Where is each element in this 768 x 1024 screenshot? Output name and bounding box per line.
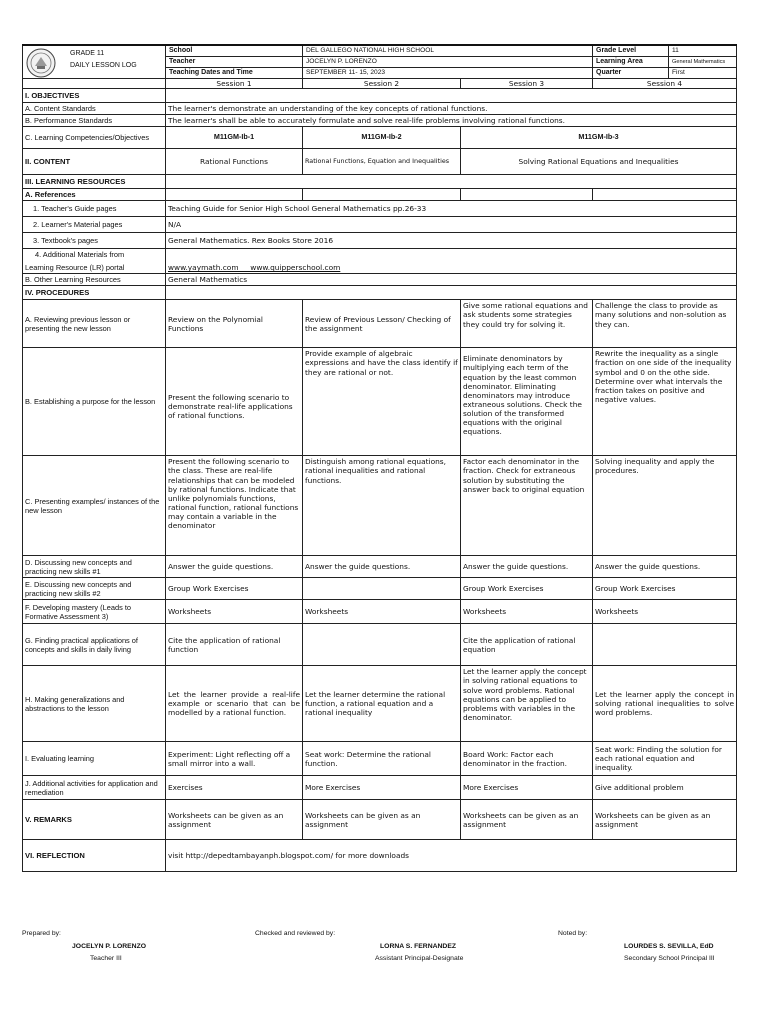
quarter-label: Quarter bbox=[593, 68, 669, 79]
prepared-by-label: Prepared by: bbox=[22, 930, 61, 937]
additional-materials-label bbox=[23, 249, 166, 274]
procedure-i-s2: Seat work: Determine the rational function. bbox=[303, 742, 461, 776]
content-standards-value: The learner's demonstrate an understanding of the key concepts of rational functions. bbox=[166, 103, 737, 115]
session-2-header: Session 2 bbox=[303, 79, 461, 89]
checked-by-label: Checked and reviewed by: bbox=[255, 930, 336, 937]
procedure-e-s3: Group Work Exercises bbox=[461, 578, 593, 600]
prepared-by-title: Teacher III bbox=[90, 955, 122, 962]
reflection-value: visit http://depedtambayanph.blogspot.com/ for more downloads bbox=[166, 840, 737, 872]
learners-material-label: 2. Learner's Material pages bbox=[23, 217, 166, 233]
resources-title: III. LEARNING RESOURCES bbox=[23, 175, 166, 189]
procedure-i-s4: Seat work: Finding the solution for each rational equation and inequality. bbox=[593, 742, 737, 776]
competency-code-3: M11GM-Ib-3 bbox=[461, 127, 737, 149]
procedure-j-s3: More Exercises bbox=[461, 776, 593, 800]
textbook-label: 3. Textbook's pages bbox=[23, 233, 166, 249]
procedure-i-s1: Experiment: Light reflecting off a small mirror into a wall. bbox=[166, 742, 303, 776]
additional-materials-label-line2: Learning Resource (LR) portal bbox=[25, 263, 125, 273]
procedure-i-label: I. Evaluating learning bbox=[23, 742, 166, 776]
procedure-j-s1: Exercises bbox=[166, 776, 303, 800]
remarks-label: V. REMARKS bbox=[23, 800, 166, 840]
remarks-s4: Worksheets can be given as an assignment bbox=[593, 800, 737, 840]
procedure-f-s3: Worksheets bbox=[461, 600, 593, 624]
session-4-header: Session 4 bbox=[593, 79, 737, 89]
session-1-header: Session 1 bbox=[166, 79, 303, 89]
school-label: School bbox=[166, 45, 303, 57]
procedure-i-s3: Board Work: Factor each denominator in the fraction. bbox=[461, 742, 593, 776]
procedure-b-s3: Eliminate denominators by multiplying each term of the equation by the least common denominator. Eliminating denominators may introduce extraneous solutions. Check the solution of the transformed equations with the original equations. bbox=[461, 348, 593, 456]
procedure-g-s2 bbox=[303, 624, 461, 666]
lesson-log-table bbox=[22, 44, 737, 872]
references-blank-1 bbox=[166, 189, 303, 201]
procedure-d-s2: Answer the guide questions. bbox=[303, 556, 461, 578]
learners-material-value: N/A bbox=[166, 217, 737, 233]
additional-materials-label-line1: 4. Additional Materials from bbox=[35, 250, 125, 260]
competency-code-1: M11GM-Ib-1 bbox=[166, 127, 303, 149]
textbook-value: General Mathematics. Rex Books Store 2016 bbox=[166, 233, 737, 249]
procedure-c-label: C. Presenting examples/ instances of the new lesson bbox=[23, 456, 166, 556]
grade-title: GRADE 11 bbox=[70, 50, 105, 57]
procedure-g-s1: Cite the application of rational function bbox=[166, 624, 303, 666]
procedure-d-s3: Answer the guide questions. bbox=[461, 556, 593, 578]
reflection-label: VI. REFLECTION bbox=[23, 840, 166, 872]
content-session-3-4: Solving Rational Equations and Inequalities bbox=[461, 149, 737, 175]
grade-level-value: 11 bbox=[669, 45, 737, 57]
teachers-guide-value: Teaching Guide for Senior High School General Mathematics pp.26-33 bbox=[166, 201, 737, 217]
learning-area-label: Learning Area bbox=[593, 57, 669, 68]
procedure-g-s3: Cite the application of rational equation bbox=[461, 624, 593, 666]
procedure-c-s1: Present the following scenario to the class. These are real-life relationships that can be modeled by rational functions. Indicate that unlike polynomials functions, rational function, rational functions may contain a variable in the denominator bbox=[166, 456, 303, 556]
procedure-h-s1: Let the learner provide a real-life example or scenario that can be modelled by a rational function. bbox=[166, 666, 303, 742]
performance-standards-value: The learner's shall be able to accurately formulate and solve real-life problems involving rational functions. bbox=[166, 115, 737, 127]
dates-value: SEPTEMBER 11- 15, 2023 bbox=[303, 68, 593, 79]
procedure-h-s4: Let the learner apply the concept in solving rational inequalities to solve word problems. bbox=[593, 666, 737, 742]
procedure-c-s3: Factor each denominator in the fraction. Check for extraneous solution by substituting the answer back to original equation bbox=[461, 456, 593, 556]
remarks-s2: Worksheets can be given as an assignment bbox=[303, 800, 461, 840]
procedure-d-s1: Answer the guide questions. bbox=[166, 556, 303, 578]
competency-code-2: M11GM-Ib-2 bbox=[303, 127, 461, 149]
teachers-guide-label: 1. Teacher's Guide pages bbox=[23, 201, 166, 217]
session-header-blank bbox=[23, 79, 166, 89]
additional-materials-value bbox=[166, 249, 737, 274]
procedure-a-s3: Give some rational equations and ask students some strategies they could try for solving it. bbox=[461, 300, 593, 348]
noted-by-label: Noted by: bbox=[558, 930, 588, 937]
procedure-f-s4: Worksheets bbox=[593, 600, 737, 624]
procedure-h-label: H. Making generalizations and abstractions to the lesson bbox=[23, 666, 166, 742]
procedure-d-s4: Answer the guide questions. bbox=[593, 556, 737, 578]
quarter-value: First bbox=[669, 68, 737, 79]
procedure-a-s4: Challenge the class to provide as many solutions and non-solution as they can. bbox=[593, 300, 737, 348]
daily-lesson-log-title: DAILY LESSON LOG bbox=[70, 61, 137, 69]
procedures-blank bbox=[166, 286, 737, 300]
procedure-e-label: E. Discussing new concepts and practicing new skills #2 bbox=[23, 578, 166, 600]
procedure-b-s2: Provide example of algebraic expressions and have the class identify if they are rational or not. bbox=[303, 348, 461, 456]
school-value: DEL GALLEGO NATIONAL HIGH SCHOOL bbox=[303, 45, 593, 57]
content-session-2: Rational Functions, Equation and Inequalities bbox=[303, 149, 461, 175]
procedure-c-s2: Distinguish among rational equations, rational inequalities and rational functions. bbox=[303, 456, 461, 556]
objectives-blank bbox=[166, 89, 737, 103]
content-label: II. CONTENT bbox=[23, 149, 166, 175]
procedure-g-s4 bbox=[593, 624, 737, 666]
procedure-b-s4: Rewrite the inequality as a single fraction on one side of the inequality symbol and 0 on the othe side. Determine over what intervals the fraction takes on positive and negative values. bbox=[593, 348, 737, 456]
noted-by-name: LOURDES S. SEVILLA, EdD bbox=[624, 943, 714, 950]
header-logo-cell bbox=[23, 45, 166, 79]
content-standards-label: A. Content Standards bbox=[23, 103, 166, 115]
references-blank-3 bbox=[461, 189, 593, 201]
daily-lesson-log bbox=[22, 44, 736, 872]
procedure-h-s3: Let the learner apply the concept in solving rational equations to solve word problems. Rational equations can be applied to problems with variables in the denominator. bbox=[461, 666, 593, 742]
procedure-h-s2: Let the learner determine the rational function, a rational equation and a rational inequality bbox=[303, 666, 461, 742]
procedure-g-label: G. Finding practical applications of concepts and skills in daily living bbox=[23, 624, 166, 666]
procedure-c-s4: Solving inequality and apply the procedures. bbox=[593, 456, 737, 556]
references-blank-4 bbox=[593, 189, 737, 201]
remarks-s3: Worksheets can be given as an assignment bbox=[461, 800, 593, 840]
content-session-1: Rational Functions bbox=[166, 149, 303, 175]
noted-by-title: Secondary School Principal III bbox=[624, 955, 715, 962]
procedure-e-s2 bbox=[303, 578, 461, 600]
teacher-label: Teacher bbox=[166, 57, 303, 68]
learning-area-value: General Mathematics bbox=[669, 57, 737, 68]
procedure-b-s1: Present the following scenario to demonstrate real-life applications of rational functions. bbox=[166, 348, 303, 456]
grade-level-label: Grade Level bbox=[593, 45, 669, 57]
procedure-b-label: B. Establishing a purpose for the lesson bbox=[23, 348, 166, 456]
procedure-f-s1: Worksheets bbox=[166, 600, 303, 624]
performance-standards-label: B. Performance Standards bbox=[23, 115, 166, 127]
teacher-value: JOCELYN P. LORENZO bbox=[303, 57, 593, 68]
procedure-f-label: F. Developing mastery (Leads to Formative Assessment 3) bbox=[23, 600, 166, 624]
procedure-e-s4: Group Work Exercises bbox=[593, 578, 737, 600]
procedure-j-s4: Give additional problem bbox=[593, 776, 737, 800]
references-blank-2 bbox=[303, 189, 461, 201]
remarks-s1: Worksheets can be given as an assignment bbox=[166, 800, 303, 840]
procedure-d-label: D. Discussing new concepts and practicing new skills #1 bbox=[23, 556, 166, 578]
procedures-title: IV. PROCEDURES bbox=[23, 286, 166, 300]
checked-by-name: LORNA S. FERNANDEZ bbox=[380, 943, 457, 950]
dates-label: Teaching Dates and Time bbox=[166, 68, 303, 79]
procedure-j-label: J. Additional activities for application and remediation bbox=[23, 776, 166, 800]
other-resources-label: B. Other Learning Resources bbox=[23, 274, 166, 286]
procedure-f-s2: Worksheets bbox=[303, 600, 461, 624]
procedure-a-s2: Review of Previous Lesson/ Checking of the assignment bbox=[303, 300, 461, 348]
other-resources-value: General Mathematics bbox=[166, 274, 737, 286]
prepared-by-name: JOCELYN P. LORENZO bbox=[72, 943, 147, 950]
procedure-a-s1: Review on the Polynomial Functions bbox=[166, 300, 303, 348]
checked-by-title: Assistant Principal-Designate bbox=[375, 955, 464, 962]
objectives-title: I. OBJECTIVES bbox=[23, 89, 166, 103]
procedure-j-s2: More Exercises bbox=[303, 776, 461, 800]
procedure-e-s1: Group Work Exercises bbox=[166, 578, 303, 600]
resources-blank bbox=[166, 175, 737, 189]
session-3-header: Session 3 bbox=[461, 79, 593, 89]
references-label: A. References bbox=[23, 189, 166, 201]
procedure-a-label: A. Reviewing previous lesson or presenting the new lesson bbox=[23, 300, 166, 348]
deped-seal-icon bbox=[26, 48, 56, 78]
lr-portal-links[interactable]: www.yaymath.com www.quipperschool.com bbox=[168, 263, 341, 273]
competencies-label: C. Learning Competencies/Objectives bbox=[23, 127, 166, 149]
